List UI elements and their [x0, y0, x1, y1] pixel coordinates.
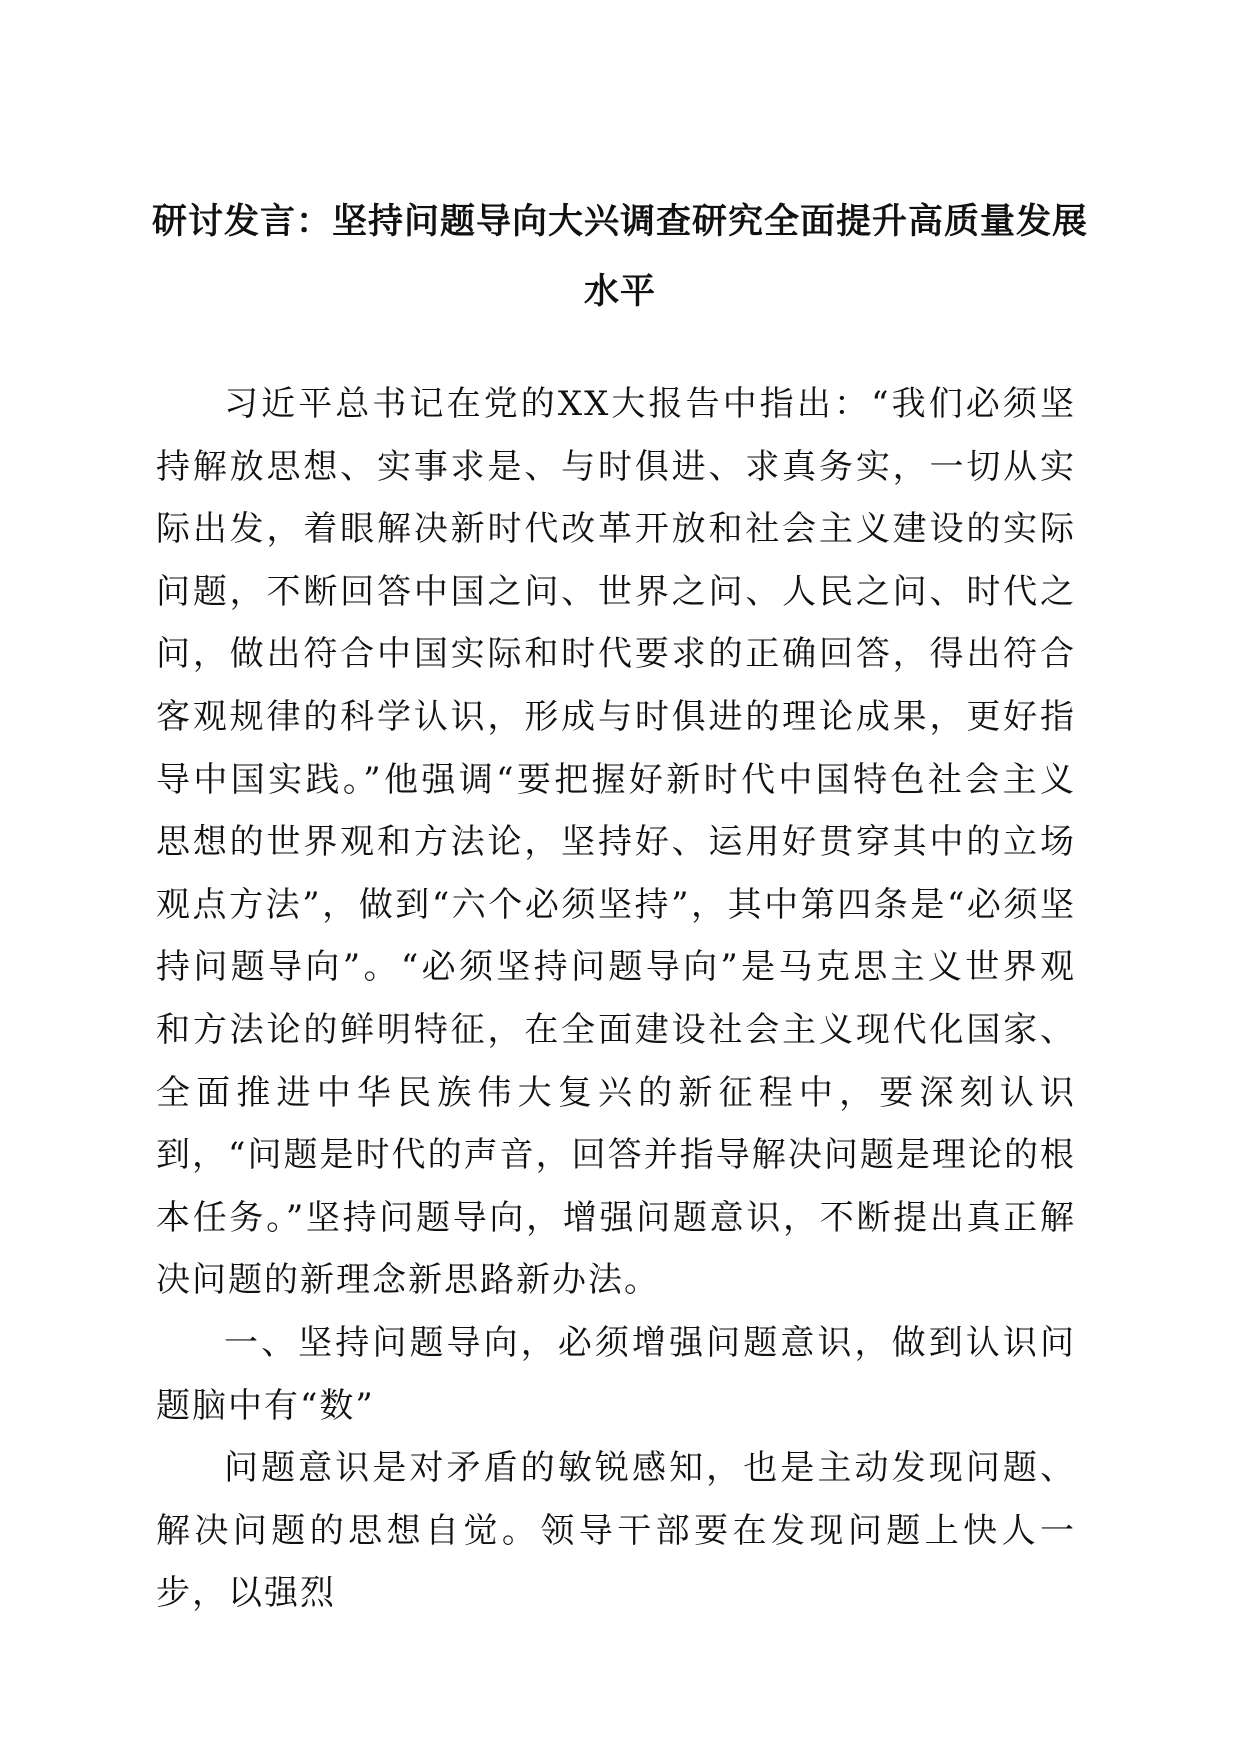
document-title: 研讨发言：坚持问题导向大兴调查研究全面提升高质量发展水平 [151, 202, 1088, 312]
paragraph-intro: 习近平总书记在党的XX大报告中指出：“我们必须坚持解放思想、实事求是、与时俱进、求真务实，一切从实际出发，着眼解决新时代改革开放和社会主义建设的实际问题，不断回答中国之问、世界之问、人民之问、时代之问，做出符合中国实际和时代要求的正确回答，得出符合客观规律的科学认识，形成与时俱进的理论成果，更好指导中国实践。”他强调“要把握好新时代中国特色社会主义思想的世界观和方法论，坚持好、运用好贯穿其中的立场观点方法”，做到“六个必须坚持”，其中第四条是“必须坚持问题导向”。“必须坚持问题导向”是马克思主义世界观和方法论的鲜明特征，在全面建设社会主义现代化国家、全面推进中华民族伟大复兴的新征程中，要深刻认识到，“问题是时代的声音，回答并指导解决问题是理论的根本任务。”坚持问题导向，增强问题意识，不断提出真正解决问题的新理念新思路新办法。 [156, 384, 1076, 1301]
paragraph-section-1: 问题意识是对矛盾的敏锐感知，也是主动发现问题、解决问题的思想自觉。领导干部要在发现问题上快人一步，以强烈 [156, 1448, 1076, 1614]
document-body [156, 373, 1076, 1625]
section-heading-1: 一、坚持问题导向，必须增强问题意识，做到认识问题脑中有“数” [156, 1322, 1076, 1426]
